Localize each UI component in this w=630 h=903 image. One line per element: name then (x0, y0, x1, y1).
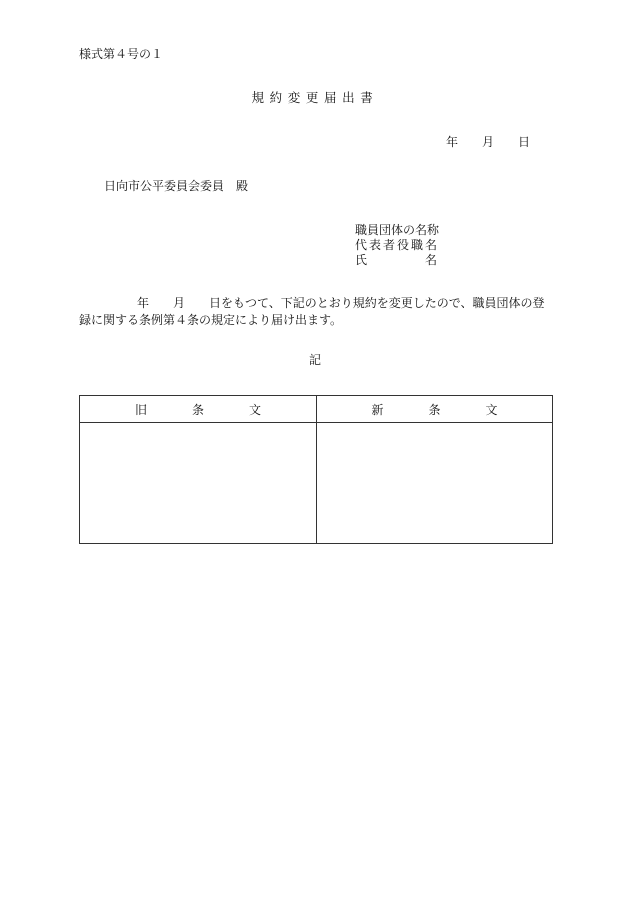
addressee-name: 日向市公平委員会委員 (104, 179, 225, 193)
body-text (79, 295, 553, 329)
body-year: 年 (137, 296, 150, 310)
body-month: 月 (173, 296, 186, 310)
new-header-char-2: 条 (428, 402, 441, 417)
sender-name-label: 氏名 (355, 253, 437, 267)
body-day-and-text: 日をもつて、下記のとおり規約を変更したので、職員団体の登録に関する条例第４条の規定により届け出ます。 (79, 296, 545, 327)
old-header-char-2: 条 (191, 402, 204, 417)
old-header-char-1: 旧 (135, 402, 148, 417)
date-year-label: 年 (446, 135, 459, 149)
new-text-header (317, 396, 552, 423)
sender-rep-title-label: 代表者役職名 (355, 238, 437, 252)
new-header-char-3: 文 (485, 402, 498, 417)
new-text-cell[interactable] (317, 423, 552, 543)
addressee (104, 180, 248, 192)
sender-block (355, 223, 440, 268)
date-day-label: 日 (517, 135, 530, 149)
old-text-header (80, 396, 317, 423)
old-text-cell[interactable] (80, 423, 317, 543)
ki-label: 記 (308, 353, 321, 367)
date-line (446, 136, 530, 148)
date-month-label: 月 (481, 135, 494, 149)
addressee-honorific: 殿 (236, 179, 249, 193)
comparison-table (79, 395, 553, 544)
sender-org-name-label: 職員団体の名称 (355, 223, 440, 237)
form-number: 様式第４号の１ (79, 47, 164, 61)
new-header-char-1: 新 (371, 402, 384, 417)
old-header-char-3: 文 (248, 402, 261, 417)
document-title: 規約変更届出書 (251, 90, 379, 105)
